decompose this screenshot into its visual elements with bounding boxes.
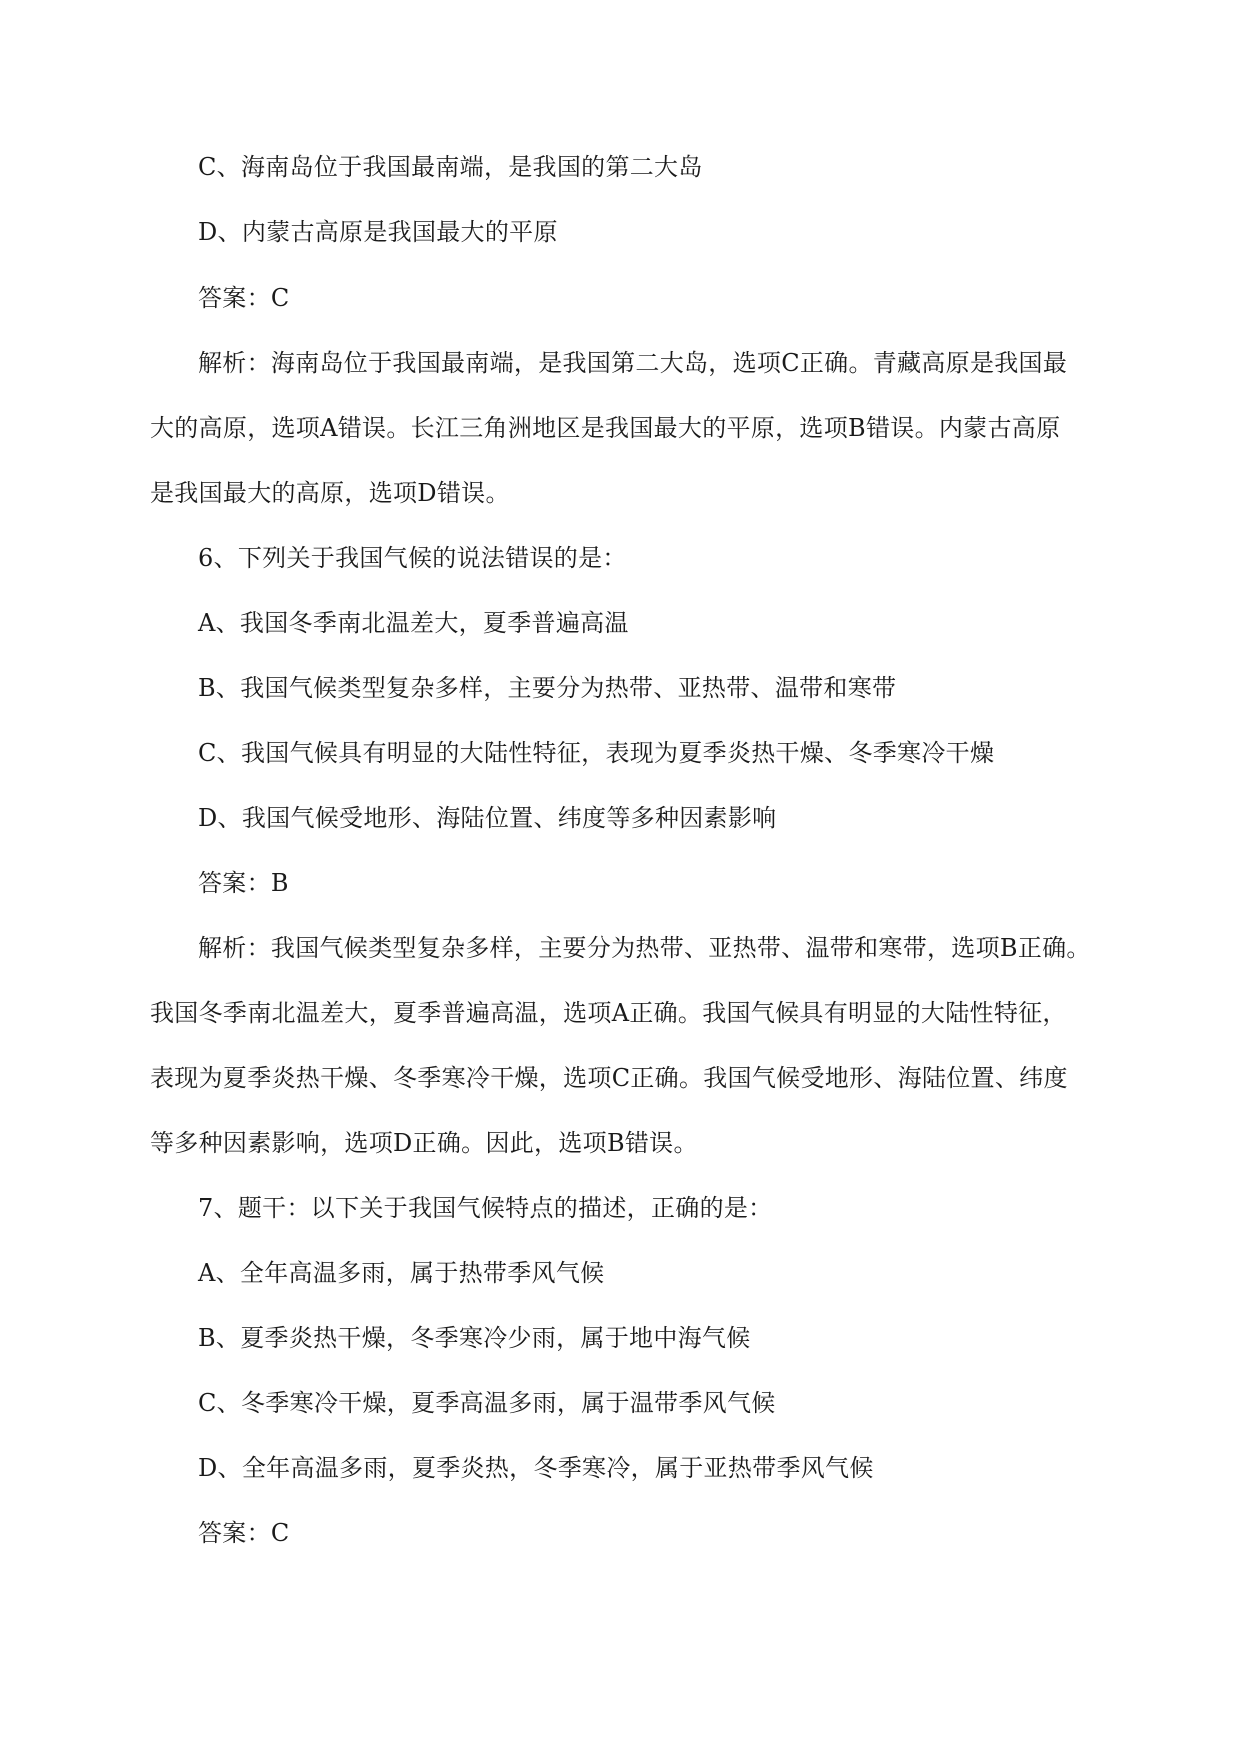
q7-option-b: B、夏季炎热干燥，冬季寒冷少雨，属于地中海气候	[198, 1324, 751, 1352]
q6-answer: 答案：B	[198, 869, 289, 897]
q5-option-d: D、内蒙古高原是我国最大的平原	[198, 218, 558, 246]
q7-option-c: C、冬季寒冷干燥，夏季高温多雨，属于温带季风气候	[198, 1389, 776, 1417]
q5-answer: 答案：C	[198, 284, 290, 312]
q6-stem: 6、下列关于我国气候的说法错误的是：	[198, 544, 627, 572]
q5-analysis-line-1: 解析：海南岛位于我国最南端，是我国第二大岛，选项C正确。青藏高原是我国最	[198, 349, 1068, 377]
q6-analysis-line-2: 我国冬季南北温差大，夏季普遍高温，选项A正确。我国气候具有明显的大陆性特征，	[150, 999, 1067, 1027]
q6-option-c: C、我国气候具有明显的大陆性特征，表现为夏季炎热干燥、冬季寒冷干燥	[198, 739, 995, 767]
q5-option-c: C、海南岛位于我国最南端，是我国的第二大岛	[198, 153, 703, 181]
q6-analysis-line-3: 表现为夏季炎热干燥、冬季寒冷干燥，选项C正确。我国气候受地形、海陆位置、纬度	[150, 1064, 1068, 1092]
q5-analysis-line-2: 大的高原，选项A错误。长江三角洲地区是我国最大的平原，选项B错误。内蒙古高原	[150, 414, 1061, 442]
q6-option-d: D、我国气候受地形、海陆位置、纬度等多种因素影响	[198, 804, 777, 832]
q7-option-a: A、全年高温多雨，属于热带季风气候	[198, 1259, 605, 1287]
q7-option-d: D、全年高温多雨，夏季炎热，冬季寒冷，属于亚热带季风气候	[198, 1454, 874, 1482]
q6-analysis-line-1: 解析：我国气候类型复杂多样，主要分为热带、亚热带、温带和寒带，选项B正确。	[198, 934, 1091, 962]
q6-option-a: A、我国冬季南北温差大，夏季普遍高温	[198, 609, 629, 637]
q7-answer: 答案：C	[198, 1519, 290, 1547]
q7-stem: 7、题干：以下关于我国气候特点的描述，正确的是：	[198, 1194, 773, 1222]
q6-option-b: B、我国气候类型复杂多样，主要分为热带、亚热带、温带和寒带	[198, 674, 897, 702]
q5-analysis-line-3: 是我国最大的高原，选项D错误。	[150, 479, 510, 507]
q6-analysis-line-4: 等多种因素影响，选项D正确。因此，选项B错误。	[150, 1129, 698, 1157]
